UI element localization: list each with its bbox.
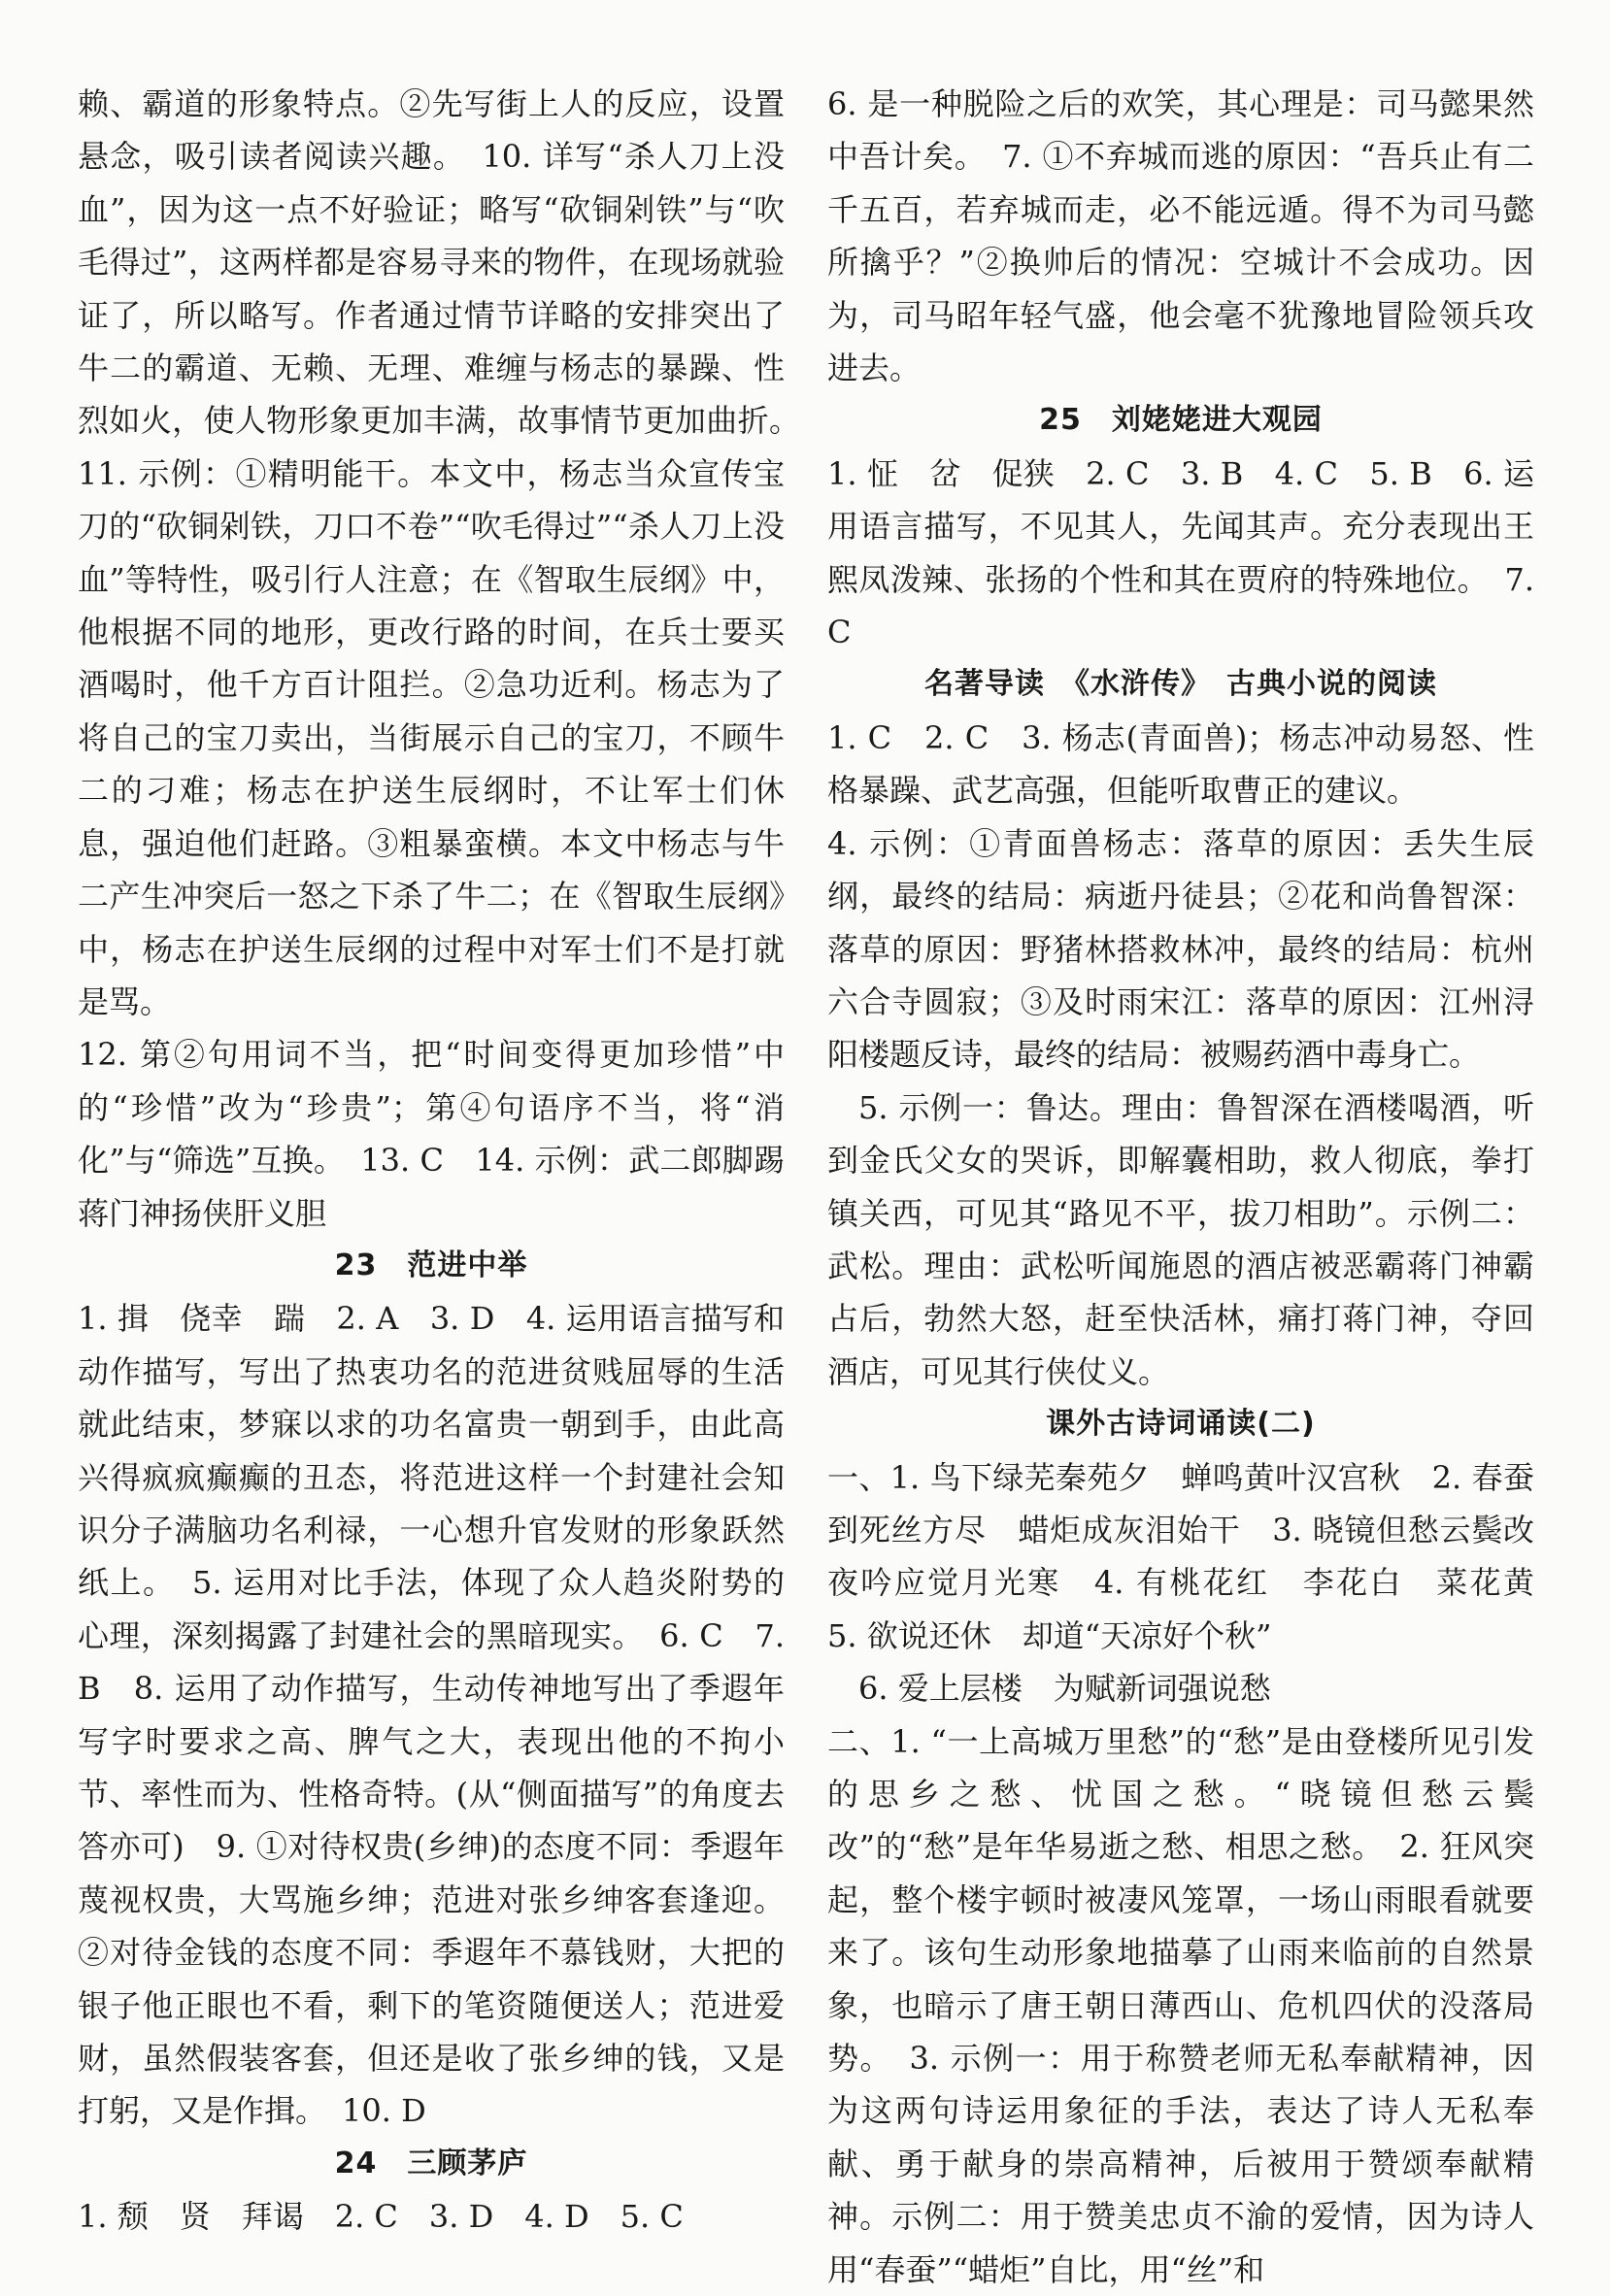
left-column [78, 78, 817, 2287]
paragraph: 4. 示例：①青面兽杨志：落草的原因：丢失生辰纲，最终的结局：病逝丹徒县；②花和尚鲁智深：落草的原因：野猪林搭救林冲，最终的结局：杭州六合寺圆寂；③及时雨宋江：落草的原因：江州浔阳楼题反诗，最终的结局：被赐药酒中毒身亡。 [827, 824, 1534, 1074]
paragraph: 赖、霸道的形象特点。②先写街上人的反应，设置悬念，吸引读者阅读兴趣。 10. 详写“杀人刀上没血”，因为这一点不好验证；略写“砍铜剁铁”与“吹毛得过”，这两样都是容易寻来的物件，在现场就验证了，所以略写。作者通过情节详略的安排突出了牛二的霸道、无赖、无理、难缠与杨志的暴躁、性烈如火，使人物形象更加丰满，故事情节更加曲折。 11. 示例：①精明能干。本文中，杨志当众宣传宝刀的“砍铜剁铁，刀口不卷”“吹毛得过”“杀人刀上没血”等特性，吸引行人注意；在《智取生辰纲》中，他根据不同的地形，更改行路的时间，在兵士要买酒喝时，他千方百计阻拦。②急功近利。杨志为了将自己的宝刀卖出，当街展示自己的宝刀，不顾牛二的刁难；杨志在护送生辰纲时，不让军士们休息，强迫他们赶路。③粗暴蛮横。本文中杨志与牛二产生冲突后一怒之下杀了牛二；在《智取生辰纲》中，杨志在护送生辰纲的过程中对军士们不是打就是骂。 [78, 85, 817, 1020]
section-heading: 24 三顾茅庐 [334, 2146, 528, 2180]
paragraph: 1. C 2. C 3. 杨志(青面兽)；杨志冲动易怒、性格暴躁、武艺高强，但能听取曹正的建议。 [827, 718, 1534, 810]
paragraph: 6. 爱上层楼 为赋新词强说愁 [858, 1670, 1271, 1708]
paragraph: 1. 揖 侥幸 踹 2. A 3. D 4. 运用语言描写和动作描写，写出了热衷功名的范进贫贱屈辱的生活就此结束，梦寐以求的功名富贵一朝到手，由此高兴得疯疯癫癫的丑态，将范进这样一个封建社会知识分子满脑功名利禄，一心想升官发财的形象跃然纸上。 5. 运用对比手法，体现了众人趋炎附势的心理，深刻揭露了封建社会的黑暗现实。 6. C 7. B 8. 运用了动作描写，生动传神地写出了季遐年写字时要求之高、脾气之大，表现出他的不拘小节、率性而为、性格奇特。(从“侧面描写”的角度去答亦可) 9. ①对待权贵(乡绅)的态度不同：季遐年蔑视权贵，大骂施乡绅；范进对张乡绅客套逢迎。②对待金钱的态度不同：季遐年不慕钱财，大把的银子他正眼也不看，剩下的笔资随便送人；范进爱财，虽然假装客套，但还是收了张乡绅的钱，又是打躬，又是作揖。 10. D [78, 1300, 785, 2130]
paragraph: 12. 第②句用词不当，把“时间变得更加珍惜”中的“珍惜”改为“珍贵”；第④句语序不当，将“消化”与“筛选”互换。 13. C 14. 示例：武二郎脚踢蒋门神扬侠肝义胆 [78, 1036, 785, 1232]
section-heading: 课外古诗词诵读(二) [1046, 1407, 1316, 1442]
section-heading: 25 刘姥姥进大观园 [1039, 403, 1323, 438]
paragraph: 一、1. 鸟下绿芜秦苑夕 蝉鸣黄叶汉宫秋 2. 春蚕到死丝方尽 蜡炬成灰泪始干 3. 晓镜但愁云鬓改 夜吟应觉月光寒 4. 有桃花红 李花白 菜花黄 5. 欲说还休 却道“天凉好个秋” [827, 1458, 1566, 1654]
paragraph: 二、1. “一上高城万里愁”的“愁”是由登楼所见引发的思乡之愁、忧国之愁。“晓镜但愁云鬓改”的“愁”是年华易逝之愁、相思之愁。 2. 狂风突起，整个楼宇顿时被凄风笼罩，一场山雨眼看就要来了。该句生动形象地描摹了山雨来临前的自然景象，也暗示了唐王朝日薄西山、危机四伏的没落局势。 3. 示例一：用于称赞老师无私奉献精神，因为这两句诗运用象征的手法，表达了诗人无私奉献、勇于献身的崇高精神，后被用于赞颂奉献精神。示例二：用于赞美忠贞不渝的爱情，因为诗人用“春蚕”“蜡炬”自比，用“丝”和 [827, 1722, 1534, 2288]
right-column [827, 78, 1566, 2288]
paragraph: 6. 是一种脱险之后的欢笑，其心理是：司马懿果然中吾计矣。 7. ①不弃城而逃的原因：“吾兵止有二千五百，若弃城而走，必不能远遁。得不为司马懿所擒乎？”②换帅后的情况：空城计不会成功。因为，司马昭年轻气盛，他会毫不犹豫地冒险领兵攻进去。 [827, 85, 1534, 387]
section-heading: 23 范进中举 [334, 1248, 528, 1282]
paragraph: 1. 颓 贤 拜谒 2. C 3. D 4. D 5. C [78, 2198, 684, 2236]
paragraph: 1. 怔 岔 促狭 2. C 3. B 4. C 5. B 6. 运用语言描写，不见其人，先闻其声。充分表现出王熙凤泼辣、张扬的个性和其在贾府的特殊地位。 7. C [827, 454, 1534, 651]
paragraph: 5. 示例一：鲁达。理由：鲁智深在酒楼喝酒，听到金氏父女的哭诉，即解囊相助，救人彻底，拳打镇关西，可见其“路见不平，拔刀相助”。示例二：武松。理由：武松听闻施恩的酒店被恶霸蒋门神霸占后，勃然大怒，赶至快活林，痛打蒋门神，夺回酒店，可见其行侠仗义。 [827, 1088, 1534, 1390]
section-heading: 名著导读 《水浒传》 古典小说的阅读 [924, 667, 1437, 702]
